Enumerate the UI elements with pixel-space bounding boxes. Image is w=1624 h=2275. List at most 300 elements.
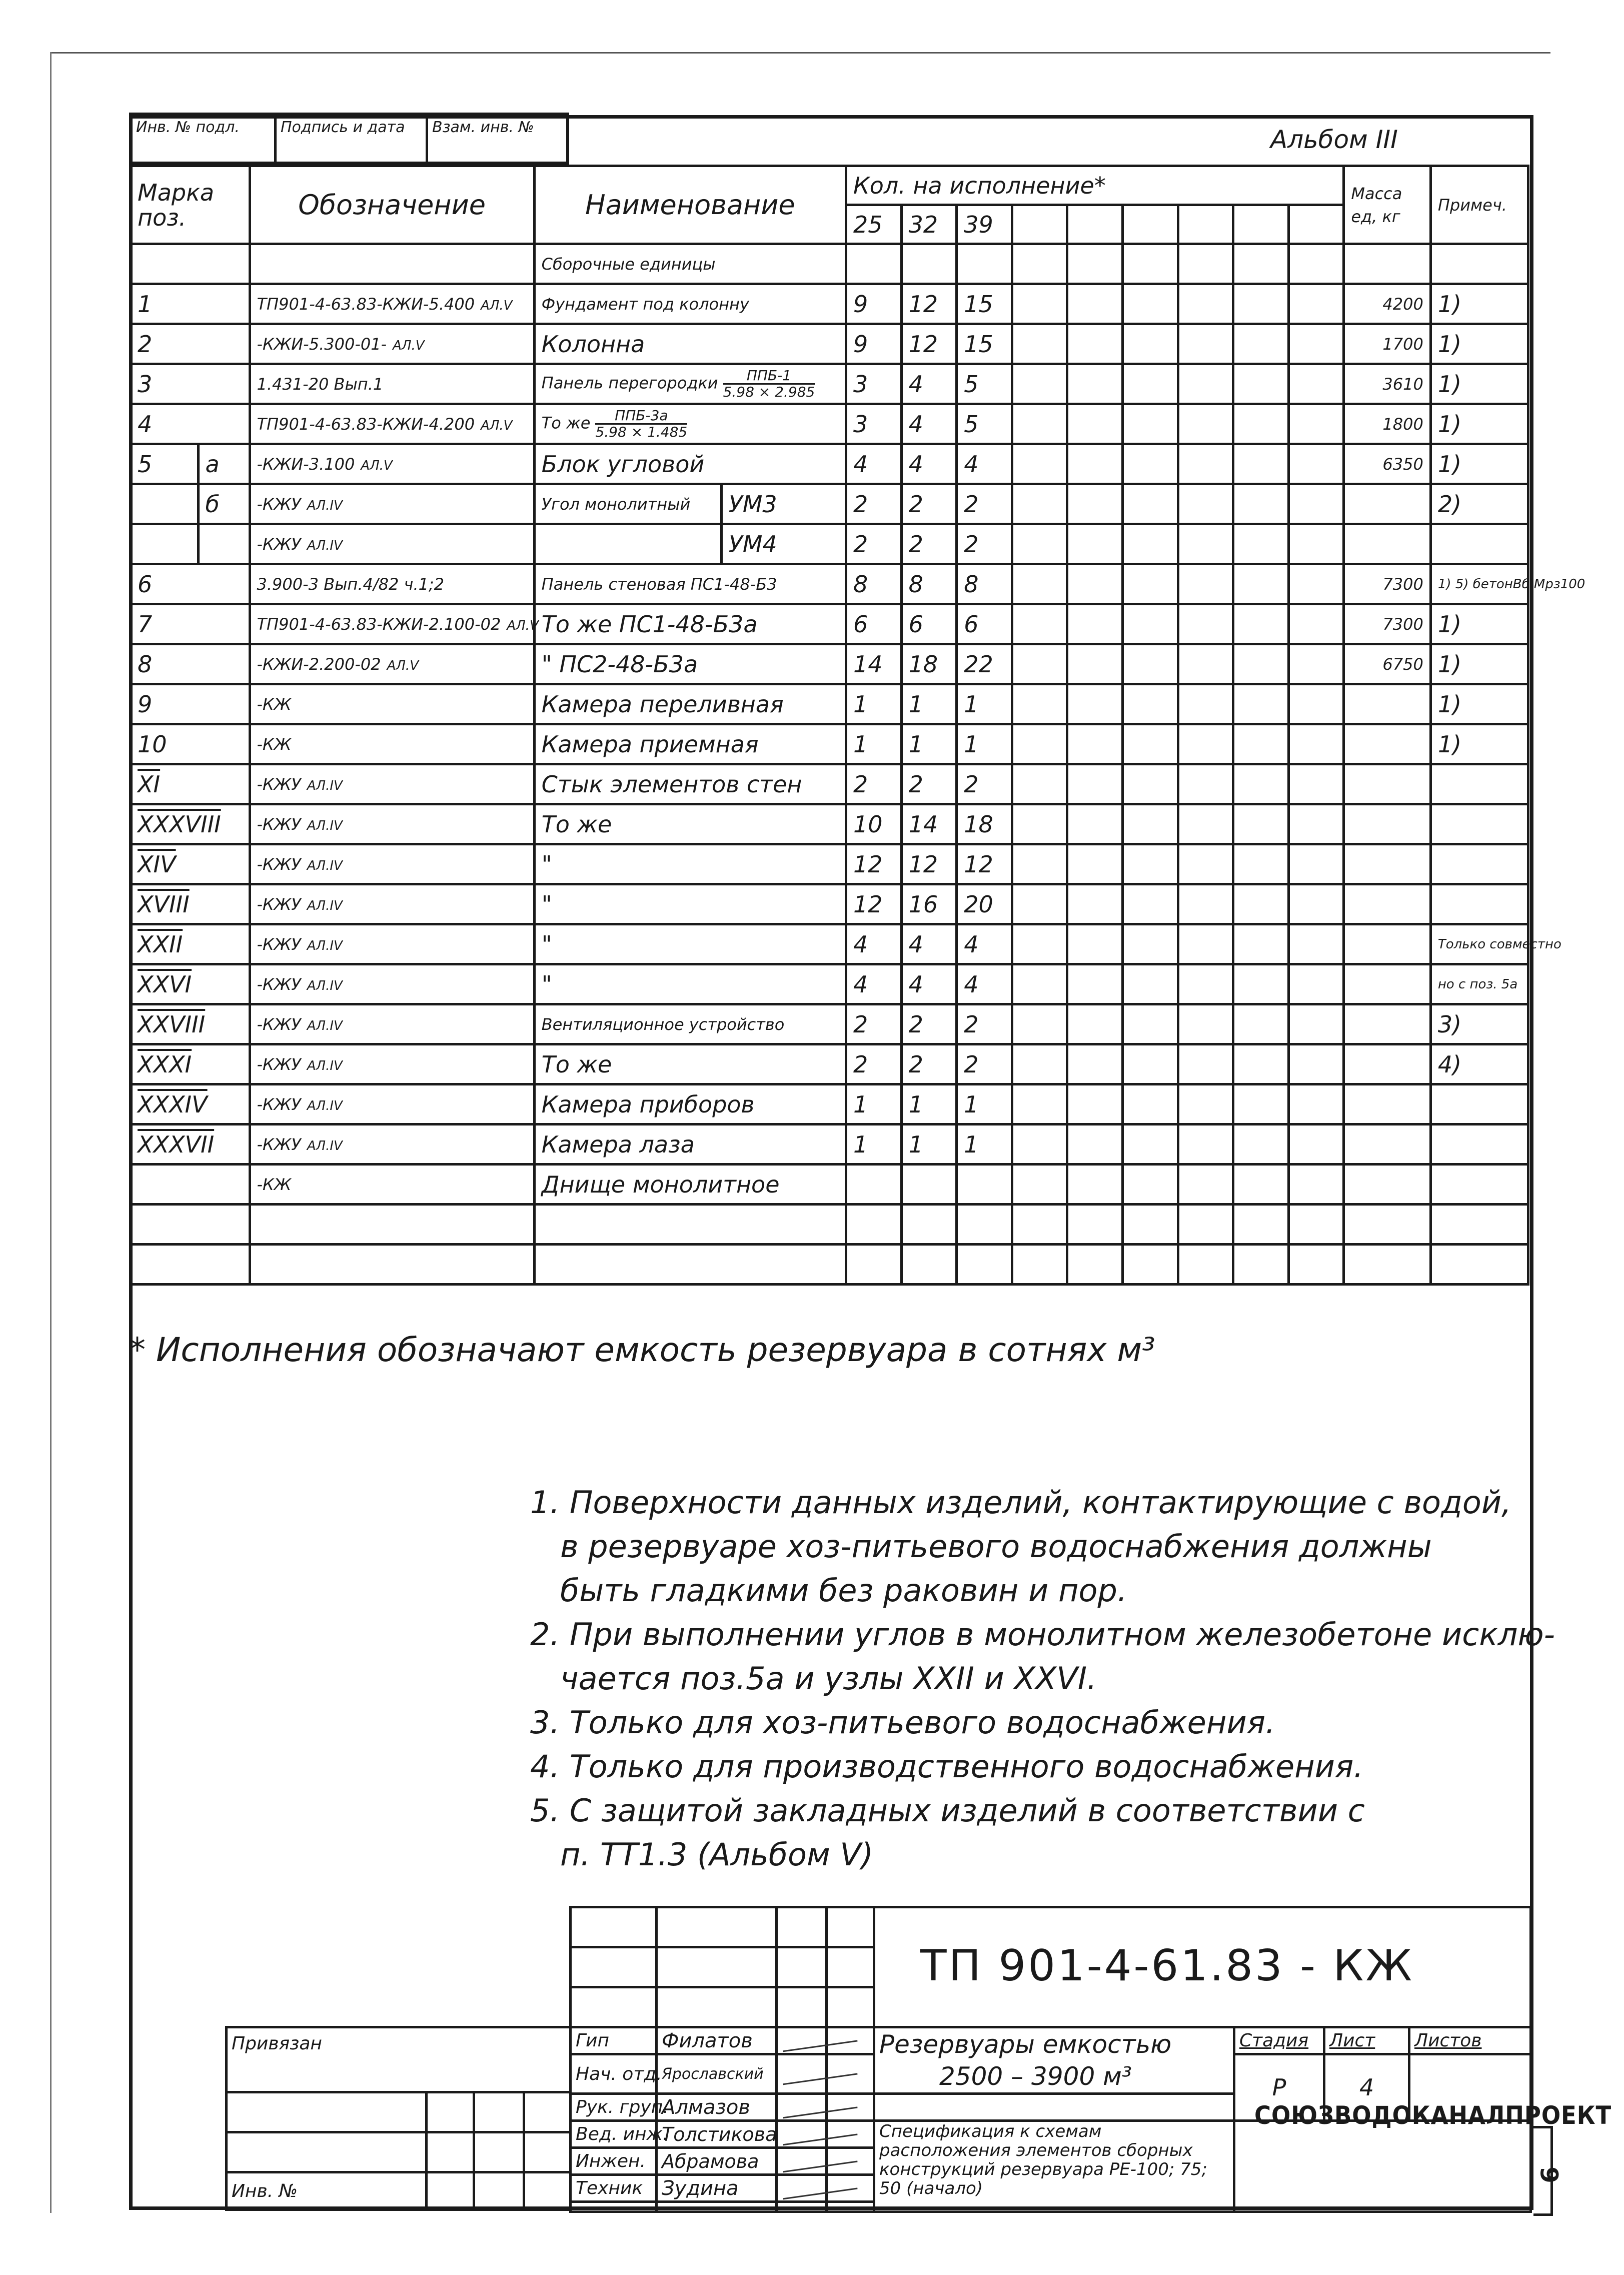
row-empty-cell [1178, 1084, 1233, 1124]
row-mass [1344, 1124, 1430, 1165]
row-empty-cell [1067, 644, 1123, 684]
row-pos: 3 [131, 364, 250, 404]
row-empty-cell [1288, 844, 1344, 884]
row-pos: 2 [131, 324, 250, 364]
row-qty-32: 2 [901, 524, 957, 564]
row-empty-cell [1288, 1004, 1344, 1044]
row-pos: XXVI [131, 964, 250, 1004]
row-empty-cell [1178, 364, 1233, 404]
row-name: Угол монолитный [534, 484, 721, 524]
row-qty-25: 10 [846, 804, 902, 844]
album-label: Альбом III [1270, 125, 1398, 154]
row-empty-cell [1233, 444, 1289, 484]
header-kol: Кол. на исполнение* [846, 166, 1344, 205]
row-empty-cell [1288, 684, 1344, 724]
row-pos [131, 1165, 250, 1205]
row-qty-39: 1 [957, 684, 1012, 724]
row-album-ref: АЛ.IV [307, 1058, 343, 1073]
privyazka-block [225, 2026, 572, 2211]
header-naimenovanie: Наименование [534, 166, 846, 244]
row-oboznachenie [250, 284, 534, 324]
row-qty-25: 6 [846, 604, 902, 644]
row-empty-cell [1122, 444, 1178, 484]
spec-row [131, 844, 1528, 884]
row-album-ref: АЛ.IV [307, 778, 343, 793]
row-empty-cell [1288, 604, 1344, 644]
row-empty-cell [1122, 324, 1178, 364]
header-v39: 39 [957, 205, 1012, 244]
signature [777, 2121, 827, 2148]
row-empty-cell [1288, 404, 1344, 444]
row-pos: 7 [131, 604, 250, 644]
row-note [1430, 884, 1528, 924]
row-empty-cell [1233, 524, 1289, 564]
row-code: -КЖУ [257, 974, 301, 994]
row-note: 1) [1430, 404, 1528, 444]
row-mass [1344, 924, 1430, 964]
row-name-text: То же [541, 413, 591, 433]
title-line-1: Резервуары емкостью [879, 2030, 1172, 2059]
row-code: ТП901-4-63.83-КЖИ-4.200 [257, 414, 475, 434]
row-album-ref: АЛ.IV [307, 498, 343, 513]
row-empty-cell [1178, 1004, 1233, 1044]
row-qty-32: 2 [901, 1044, 957, 1084]
row-empty-cell [1288, 324, 1344, 364]
row-empty-cell [1288, 724, 1344, 764]
row-note: 1) [1430, 604, 1528, 644]
row-code: -КЖУ [257, 1014, 301, 1034]
row-empty-cell [1288, 644, 1344, 684]
row-qty-25: 2 [846, 1044, 902, 1084]
row-qty-39: 4 [957, 924, 1012, 964]
row-empty-cell [1067, 1124, 1123, 1165]
row-pos: XXII [131, 924, 250, 964]
row-qty-32: 2 [901, 1004, 957, 1044]
row-name-fraction [723, 368, 815, 400]
document-code: ТП 901-4-61.83 - КЖ [920, 1941, 1414, 1991]
row-name [534, 684, 846, 724]
row-qty-39: 4 [957, 964, 1012, 1004]
row-empty-cell [1288, 364, 1344, 404]
row-qty-25: 8 [846, 564, 902, 604]
note-line: 2. При выполнении углов в монолитном железобетоне исклю- [530, 1616, 1555, 1653]
spec-row [131, 564, 1528, 604]
staff-name: Филатов [657, 2027, 777, 2054]
spec-row [131, 684, 1528, 724]
fraction-bottom: 5.98 × 1.485 [595, 424, 688, 440]
row-qty-25: 12 [846, 884, 902, 924]
row-pos [131, 524, 199, 564]
row-empty-cell [1012, 684, 1067, 724]
row-qty-25: 2 [846, 484, 902, 524]
row-qty-39: 2 [957, 524, 1012, 564]
row-note: 2) [1430, 484, 1528, 524]
row-qty-32: 6 [901, 604, 957, 644]
row-empty-cell [1012, 764, 1067, 804]
row-pos: XXXVII [131, 1124, 250, 1165]
staff-role: Инжен. [571, 2148, 657, 2175]
row-mass [1344, 804, 1430, 844]
row-empty-cell [1178, 1165, 1233, 1205]
corner-number: 9 [1534, 2166, 1563, 2183]
row-empty-cell [1012, 1084, 1067, 1124]
note-line: чается поз.5а и узлы XXII и XXVI. [560, 1660, 1097, 1697]
row-empty-cell [1067, 1165, 1123, 1205]
row-empty-cell [1122, 484, 1178, 524]
row-oboznachenie [250, 1124, 534, 1165]
row-name-text: То же [541, 810, 612, 838]
list-value: 4 [1324, 2054, 1409, 2121]
row-oboznachenie [250, 884, 534, 924]
row-empty-cell [1288, 804, 1344, 844]
row-empty-cell [1012, 644, 1067, 684]
spec-row [131, 924, 1528, 964]
title-text [874, 2027, 1234, 2094]
row-album-ref: АЛ.IV [307, 1098, 343, 1113]
row-name-fraction [595, 408, 687, 440]
row-empty-cell [1122, 1165, 1178, 1205]
row-empty-cell [1122, 564, 1178, 604]
spec-row [131, 764, 1528, 804]
row-empty-cell [1233, 1004, 1289, 1044]
row-name-text: Колонна [541, 330, 645, 358]
row-oboznachenie [250, 564, 534, 604]
row-empty-cell [1067, 364, 1123, 404]
row-qty-25: 1 [846, 1124, 902, 1165]
row-name-text: Стык элементов стен [541, 770, 802, 798]
row-empty-cell [1178, 924, 1233, 964]
row-pos: XXXI [131, 1044, 250, 1084]
row-name [534, 884, 846, 924]
row-qty-32: 1 [901, 724, 957, 764]
row-oboznachenie [250, 684, 534, 724]
row-oboznachenie [250, 404, 534, 444]
row-empty-cell [1288, 1165, 1344, 1205]
row-empty-cell [1012, 844, 1067, 884]
row-pos: $\overline{XIV}$ [131, 844, 250, 884]
row-empty-cell [1178, 804, 1233, 844]
row-pos: 8 [131, 644, 250, 684]
row-name [534, 724, 846, 764]
row-qty-32: 18 [901, 644, 957, 684]
row-album-ref: АЛ.V [387, 658, 419, 673]
row-name-text: Панель стеновая ПС1-48-Б3 [541, 574, 777, 594]
row-qty-39: 8 [957, 564, 1012, 604]
row-empty-cell [1122, 1044, 1178, 1084]
note-line: 3. Только для хоз-питьевого водоснабжения. [530, 1704, 1275, 1741]
row-qty-39: 22 [957, 644, 1012, 684]
spec-row [131, 484, 1528, 524]
row-oboznachenie [250, 1084, 534, 1124]
row-code: -КЖИ-2.200-02 [257, 654, 381, 674]
row-empty-cell [1122, 724, 1178, 764]
row-mass: 1700 [1344, 324, 1430, 364]
row-empty-cell [1067, 1084, 1123, 1124]
row-empty-cell [1012, 404, 1067, 444]
row-empty-cell [1122, 364, 1178, 404]
row-name [534, 1044, 846, 1084]
row-empty-cell [1122, 404, 1178, 444]
staff-role: Нач. отд. [571, 2054, 657, 2094]
row-qty-32: 14 [901, 804, 957, 844]
row-qty-25: 1 [846, 684, 902, 724]
row-empty-cell [1288, 964, 1344, 1004]
row-empty-cell [1178, 484, 1233, 524]
row-oboznachenie [250, 844, 534, 884]
row-code: -КЖУ [257, 494, 301, 514]
row-code: -КЖУ [257, 934, 301, 954]
row-pos [131, 484, 199, 524]
row-name [534, 924, 846, 964]
row-name-code: УМ3 [721, 484, 846, 524]
row-empty-cell [1012, 884, 1067, 924]
note-line: быть гладкими без раковин и пор. [560, 1572, 1127, 1609]
row-empty-cell [1178, 1044, 1233, 1084]
row-oboznachenie [250, 804, 534, 844]
row-empty-cell [1178, 844, 1233, 884]
row-empty-cell [1178, 764, 1233, 804]
row-empty-cell [1233, 324, 1289, 364]
row-album-ref: АЛ.IV [307, 818, 343, 833]
stamp-inv-podl: Инв. № подл. [132, 116, 277, 162]
row-empty-cell [1067, 724, 1123, 764]
row-pos: 9 [131, 684, 250, 724]
row-oboznachenie [250, 364, 534, 404]
row-empty-cell [1012, 804, 1067, 844]
row-pos: XXVIII [131, 1004, 250, 1044]
row-mass [1344, 524, 1430, 564]
staff-name: Ярославский [657, 2054, 777, 2094]
row-qty-39: 2 [957, 1004, 1012, 1044]
row-sub: а [198, 444, 250, 484]
row-mass: 6750 [1344, 644, 1430, 684]
row-name [534, 644, 846, 684]
row-empty-cell [1233, 884, 1289, 924]
row-qty-39: 20 [957, 884, 1012, 924]
row-empty-cell [1012, 564, 1067, 604]
signature [777, 2054, 827, 2094]
row-empty-cell [1288, 884, 1344, 924]
row-code: -КЖ [257, 694, 292, 714]
row-empty-cell [1288, 484, 1344, 524]
row-code: 1.431-20 Вып.1 [257, 374, 384, 394]
row-qty-25: 12 [846, 844, 902, 884]
row-oboznachenie [250, 444, 534, 484]
row-empty-cell [1178, 884, 1233, 924]
row-empty-cell [1122, 684, 1178, 724]
row-code: -КЖУ [257, 854, 301, 874]
row-empty-cell [1012, 1044, 1067, 1084]
row-code: -КЖУ [257, 1094, 301, 1114]
row-qty-25: 4 [846, 964, 902, 1004]
row-empty-cell [1067, 404, 1123, 444]
row-empty-cell [1122, 644, 1178, 684]
row-oboznachenie [250, 604, 539, 644]
row-empty-cell [1012, 964, 1067, 1004]
row-empty-cell [1067, 444, 1123, 484]
row-empty-cell [1288, 444, 1344, 484]
row-empty-cell [1067, 524, 1123, 564]
organization-name: СОЮЗВОДОКАНАЛПРОЕКТ [1254, 2101, 1612, 2130]
row-name [534, 284, 846, 324]
row-note: 3) [1430, 1004, 1528, 1044]
row-empty-cell [1233, 764, 1289, 804]
staff-role: Гип [571, 2027, 657, 2054]
row-qty-32: 12 [901, 284, 957, 324]
row-qty-39: 12 [957, 844, 1012, 884]
spec-row [131, 1124, 1528, 1165]
signature [777, 2148, 827, 2175]
section-title: Сборочные единицы [534, 244, 846, 284]
row-empty-cell [1288, 1084, 1344, 1124]
row-qty-25: 1 [846, 1084, 902, 1124]
staff-role: Рук. груп. [571, 2094, 657, 2121]
listov-label: Листов [1409, 2027, 1531, 2054]
row-note [1430, 524, 1528, 564]
row-name-text: Фундамент под колонну [541, 294, 749, 314]
row-qty-25: 4 [846, 924, 902, 964]
description: Спецификация к схемам расположения элементов сборных конструкций резервуара РЕ-100; 75; 50 (начало) [874, 2121, 1234, 2212]
row-empty-cell [1288, 1124, 1344, 1165]
row-empty-cell [1122, 1084, 1178, 1124]
row-mass [1344, 724, 1430, 764]
row-note: 1) [1430, 284, 1528, 324]
stamp-podpis-data: Подпись и дата [277, 116, 428, 162]
row-name-text: Камера приемная [541, 730, 759, 758]
header-v25: 25 [846, 205, 902, 244]
spec-row [131, 524, 1528, 564]
row-note [1430, 1165, 1528, 1205]
row-qty-25: 2 [846, 1004, 902, 1044]
row-pos: XXXVIII [131, 804, 250, 844]
row-album-ref: АЛ.V [361, 458, 393, 473]
list-label: Лист [1324, 2027, 1409, 2054]
row-empty-cell [1178, 324, 1233, 364]
row-name [534, 1124, 846, 1165]
spec-row [131, 644, 1528, 684]
row-name [534, 804, 846, 844]
row-empty-cell [1012, 444, 1067, 484]
row-qty-39: 6 [957, 604, 1012, 644]
row-empty-cell [1012, 284, 1067, 324]
row-empty-cell [1233, 924, 1289, 964]
fraction-bottom: 5.98 × 2.985 [723, 384, 815, 400]
row-oboznachenie [250, 964, 534, 1004]
row-note [1430, 764, 1528, 804]
row-empty-cell [1233, 1165, 1289, 1205]
row-name-text: " [541, 850, 552, 878]
row-empty-cell [1122, 604, 1178, 644]
row-empty-cell [1067, 484, 1123, 524]
row-qty-25: 14 [846, 644, 902, 684]
row-code: -КЖУ [257, 534, 301, 554]
row-empty-cell [1067, 564, 1123, 604]
staff-role: Вед. инж. [571, 2121, 657, 2148]
row-mass [1344, 764, 1430, 804]
row-oboznachenie [250, 924, 534, 964]
row-code: -КЖУ [257, 894, 301, 914]
row-code: -КЖУ [257, 1054, 301, 1074]
row-empty-cell [1067, 924, 1123, 964]
row-qty-25: 9 [846, 324, 902, 364]
row-qty-32: 1 [901, 1084, 957, 1124]
row-empty-cell [1122, 1124, 1178, 1165]
row-qty-25: 4 [846, 444, 902, 484]
row-qty-25: 3 [846, 364, 902, 404]
row-qty-39: 4 [957, 444, 1012, 484]
row-empty-cell [1067, 684, 1123, 724]
row-mass [1344, 1044, 1430, 1084]
row-empty-cell [1067, 1044, 1123, 1084]
row-note: 1) [1430, 444, 1528, 484]
row-pos: 6 [131, 564, 250, 604]
row-qty-39: 1 [957, 724, 1012, 764]
row-empty-cell [1288, 284, 1344, 324]
row-empty-cell [1122, 1004, 1178, 1044]
row-album-ref: АЛ.V [507, 618, 539, 633]
row-qty-32: 12 [901, 844, 957, 884]
row-mass [1344, 964, 1430, 1004]
spec-row [131, 404, 1528, 444]
row-name [534, 524, 721, 564]
row-empty-cell [1067, 804, 1123, 844]
row-note: Только совместно [1430, 924, 1528, 964]
row-note: 4) [1430, 1044, 1528, 1084]
note-line: п. ТТ1.3 (Альбом V) [560, 1836, 874, 1873]
row-qty-32: 8 [901, 564, 957, 604]
row-empty-cell [1288, 564, 1344, 604]
row-empty-cell [1233, 644, 1289, 684]
privyazan-label: Привязан [227, 2027, 571, 2092]
row-pos: XVIII [131, 884, 250, 924]
stadiya-value: Р [1234, 2054, 1324, 2121]
row-name-text: " [541, 930, 552, 958]
row-empty-cell [1067, 324, 1123, 364]
row-qty-39: 2 [957, 1044, 1012, 1084]
row-empty-cell [1178, 644, 1233, 684]
row-empty-cell [1012, 1165, 1067, 1205]
row-code: -КЖУ [257, 814, 301, 834]
row-qty-25: 1 [846, 724, 902, 764]
row-note [1430, 804, 1528, 844]
row-qty-32: 1 [901, 1124, 957, 1165]
row-qty-32: 2 [901, 764, 957, 804]
row-code: 3.900-3 Вып.4/82 ч.1;2 [257, 574, 445, 594]
row-pos: 1 [131, 284, 250, 324]
row-empty-cell [1012, 324, 1067, 364]
row-code: -КЖИ-3.100 [257, 454, 355, 474]
row-mass [1344, 684, 1430, 724]
row-empty-cell [1122, 804, 1178, 844]
spec-row [131, 1084, 1528, 1124]
spec-row [131, 1044, 1528, 1084]
row-sub [198, 524, 250, 564]
row-oboznachenie [250, 644, 534, 684]
row-name-text: Камера переливная [541, 690, 784, 718]
row-sub: б [198, 484, 250, 524]
row-name [534, 564, 846, 604]
row-qty-39: 15 [957, 284, 1012, 324]
row-name [534, 324, 846, 364]
row-mass [1344, 1165, 1430, 1205]
row-empty-cell [1122, 924, 1178, 964]
row-name [534, 404, 846, 444]
row-qty-39: 2 [957, 484, 1012, 524]
row-qty-32: 2 [901, 484, 957, 524]
row-name-text: " [541, 970, 552, 998]
row-empty-cell [1178, 964, 1233, 1004]
row-empty-cell [1233, 844, 1289, 884]
